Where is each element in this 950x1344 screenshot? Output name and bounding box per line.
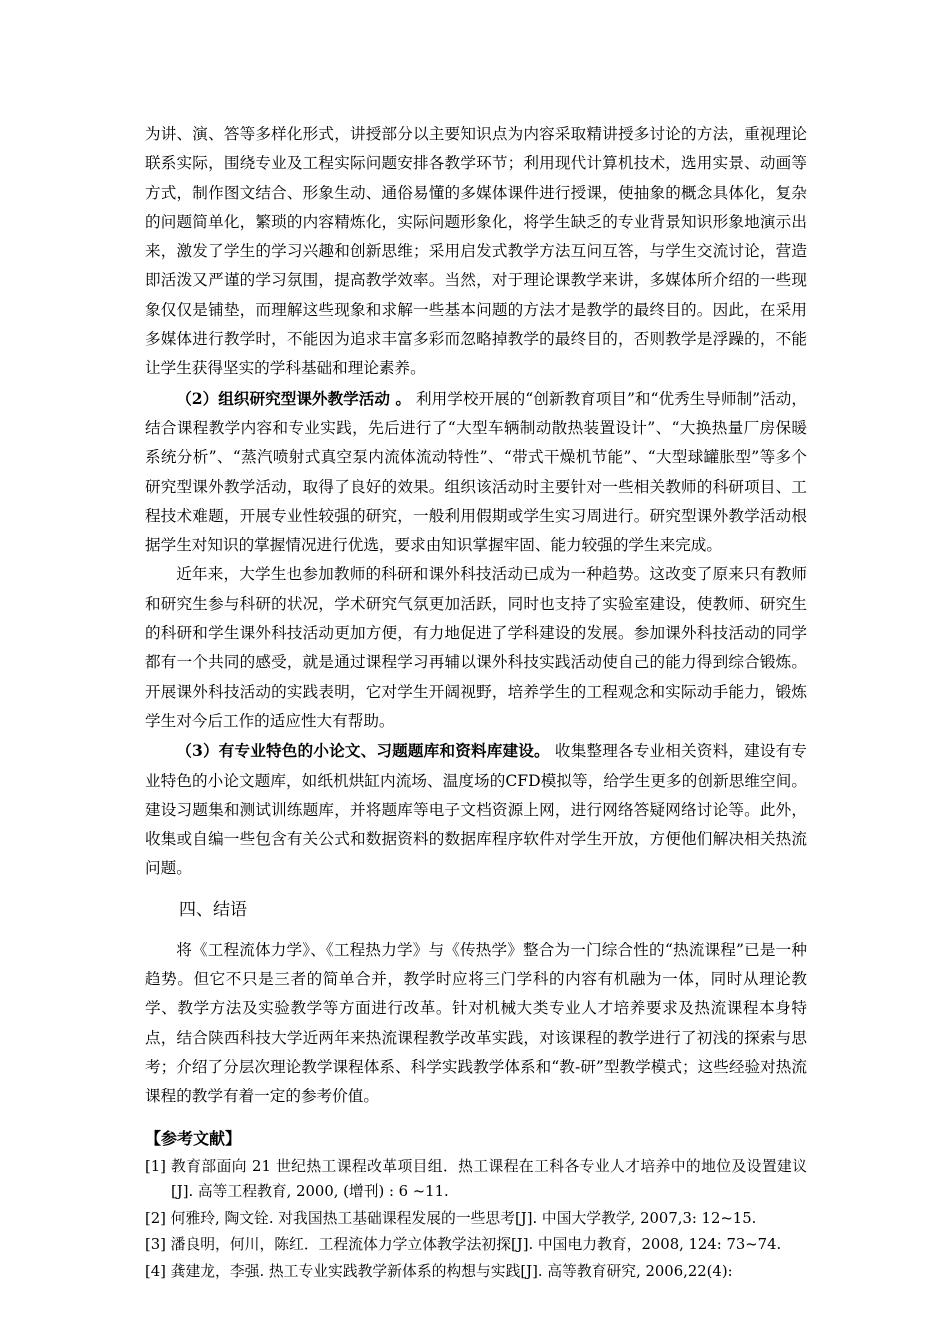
reference-item: [3] 潘良明，何川，陈红．工程流体力学立体教学法初探[J]. 中国电力教育，2008, 124: 73~74. [145,1236,782,1253]
paragraph-heading-research-activities: （2）组织研究型课外教学活动 。 [176,388,412,408]
paragraph-multimedia-teaching: 为讲、演、答等多样化形式，讲授部分以主要知识点为内容采取精讲授多讨论的方法，重视理论联系实际，围绕专业及工程实际问题安排各教学环节；利用现代计算机技术，选用实景、动画等方式，制作图文结合、形象生动、通俗易懂的多媒体课件进行授课，使抽象的概念具体化，复杂的问题简单化，繁琐的内容精炼化，实际问题形象化，将学生缺乏的专业背景知识形象地演示出来，激发了学生的学习兴趣和创新思维；采用启发式教学方法互问互答，与学生交流讨论，营造即活泼又严谨的学习氛围，提高教学效率。当然，对于理论课教学来讲，多媒体所介绍的一些现象仅仅是铺垫，而理解这些现象和求解一些基本问题的方法才是教学的最终目的。因此，在采用多媒体进行教学时，不能因为追求丰富多彩而忽略掉教学的最终目的，否则教学是浮躁的，不能让学生获得坚实的学科基础和理论素养。 [145,125,807,378]
reference-item: [4] 龚建龙，李强. 热工专业实践教学新体系的构想与实践[J]. 高等教育研究, 2006,22(4): [145,1262,733,1280]
paragraph-body-research-activities: 利用学校开展的“创新教育项目”和“优秀生导师制”活动，结合课程教学内容和专业实践，先后进行了“大型车辆制动散热装置设计”、“大换热量厂房保暖系统分析”、“蒸汽喷射式真空泵内流体流动特性”、“带式干燥机节能”、“大型球罐胀型”等多个研究型课外教学活动，取得了良好的效果。组织该活动时主要针对一些相关教师的科研项目、工程技术难题，开展专业性较强的研究，一般利用假期或学生实习周进行。研究型课外教学活动根据学生对知识的掌握情况进行优选，要求由知识掌握牢固、能力较强的学生来完成。 [145,389,807,555]
paragraph-conclusion: 将《工程流体力学》、《工程热力学》与《传热学》整合为一门综合性的“热流课程”已是一种趋势。但它不只是三者的简单合并，教学时应将三门学科的内容有机融为一体，同时从理论教学、教学方法及实验教学等方面进行改革。针对机械大类专业人才培养要求及热流课程本身特点，结合陕西科技大学近两年来热流课程教学改革实践，对该课程的教学进行了初浅的探索与思考；介绍了分层次理论教学课程体系、科学实践教学体系和“教-研”型教学模式；这些经验对热流课程的教学有着一定的参考价值。 [145,940,807,1106]
paragraph-question-bank [145,736,807,883]
paragraph-student-research-trend: 近年来，大学生也参加教师的科研和课外科技活动已成为一种趋势。这改变了原来只有教师和研究生参与科研的状况，学术研究气氛更加活跃，同时也支持了实验室建设，使教师、研究生的科研和学生课外科技活动更加方便，有力地促进了学科建设的发展。参加课外科技活动的同学都有一个共同的感受，就是通过课程学习再辅以课外科技实践活动使自己的能力得到综合锻炼。开展课外科技活动的实践表明，它对学生开阔视野，培养学生的工程观念和实际动手能力，锻炼学生对今后工作的适应性大有帮助。 [145,565,807,730]
reference-item: [1] 教育部面向 21 世纪热工课程改革项目组．热工课程在工科各专业人才培养中的地位及设置建议[J]. 高等工程教育, 2000, (增刊) : 6 ~11. [145,1157,807,1200]
paragraph-body-question-bank: 收集整理各专业相关资料，建设有专业特色的小论文题库，如纸机烘缸内流场、温度场的CFD模拟等，给学生更多的创新思维空间。建设习题集和测试训练题库，并将题库等电子文档资源上网，进行网络答疑网络讨论等。此外，收集或自编一些包含有关公式和数据资料的数据库程序软件对学生开放，方便他们解决相关热流问题。 [145,742,807,878]
document-page [145,120,807,1285]
section-heading-conclusion: 四、结语 [179,899,247,920]
references-list [145,1154,807,1285]
reference-item: [2] 何雅玲, 陶文铨. 对我国热工基础课程发展的一些思考[J]. 中国大学教学, 2007,3: 12~15. [145,1209,757,1227]
references-heading: 【参考文献】 [145,1128,242,1148]
paragraph-heading-question-bank: （3）有专业特色的小论文、习题题库和资料库建设。 [176,741,550,761]
paragraph-research-activities [145,384,807,561]
